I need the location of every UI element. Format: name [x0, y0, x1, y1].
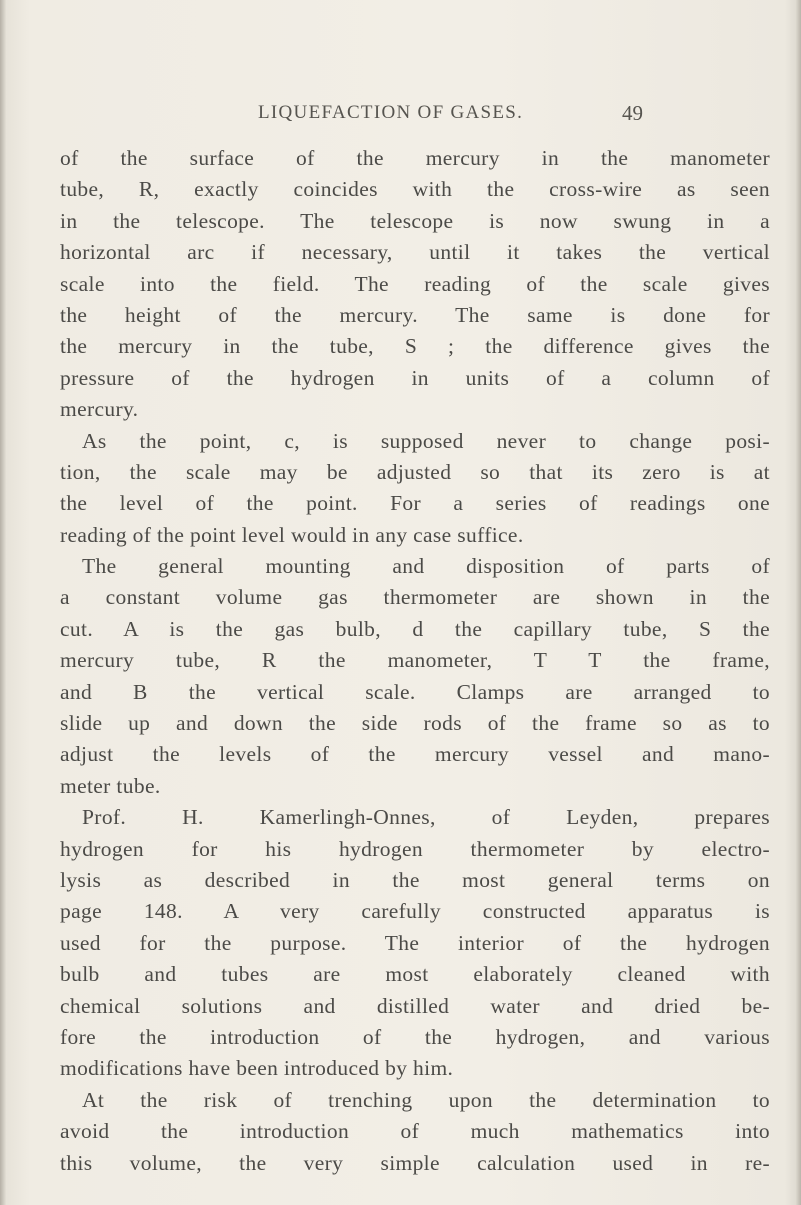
- paragraph-start-line: At the risk of trenching upon the determination to: [82, 1087, 770, 1112]
- text-line: the level of the point. For a series of readings one: [60, 491, 770, 516]
- text-line: fore the introduction of the hydrogen, and various: [60, 1024, 770, 1049]
- text-line: a constant volume gas thermometer are shown in the: [60, 585, 770, 610]
- text-line: and B the vertical scale. Clamps are arranged to: [60, 679, 770, 704]
- text-line: tube, R, exactly coincides with the cross-wire as seen: [60, 177, 770, 202]
- text-line: adjust the levels of the mercury vessel and mano-: [60, 742, 770, 767]
- text-line: avoid the introduction of much mathematics into: [60, 1119, 770, 1144]
- text-line: in the telescope. The telescope is now swung in a: [60, 208, 770, 233]
- text-line: of the surface of the mercury in the manometer: [60, 146, 770, 170]
- text-line: scale into the field. The reading of the scale gives: [60, 271, 770, 296]
- text-line: this volume, the very simple calculation used in re-: [60, 1150, 770, 1175]
- text-line: chemical solutions and distilled water and dried be-: [60, 993, 770, 1018]
- paragraph-start-line: Prof. H. Kamerlingh-Onnes, of Leyden, prepares: [82, 805, 770, 830]
- text-line: tion, the scale may be adjusted so that its zero is at: [60, 459, 770, 484]
- paragraph-start-line: The general mounting and disposition of parts of: [82, 554, 770, 579]
- paragraph-start-line: As the point, c, is supposed never to change posi-: [82, 428, 770, 453]
- text-line: meter tube.: [60, 773, 161, 798]
- text-line: lysis as described in the most general terms on: [60, 867, 770, 892]
- page-left-edge: [0, 0, 6, 1205]
- text-line: the mercury in the tube, S ; the difference gives the: [60, 334, 770, 359]
- text-line: the height of the mercury. The same is done for: [60, 302, 770, 327]
- text-line: horizontal arc if necessary, until it takes the vertical: [60, 240, 770, 265]
- text-line: page 148. A very carefully constructed apparatus is: [60, 899, 770, 924]
- page-header: [60, 102, 770, 132]
- text-line: reading of the point level would in any case suffice.: [60, 522, 524, 547]
- text-line: cut. A is the gas bulb, d the capillary tube, S the: [60, 616, 770, 641]
- text-line: pressure of the hydrogen in units of a column of: [60, 365, 770, 390]
- page-number: 49: [622, 101, 643, 125]
- text-line: modifications have been introduced by him.: [60, 1056, 454, 1081]
- text-line: mercury.: [60, 397, 139, 422]
- text-line: used for the purpose. The interior of the hydrogen: [60, 930, 770, 955]
- running-title: LIQUEFACTION OF GASES.: [258, 102, 524, 123]
- text-line: mercury tube, R the manometer, T T the frame,: [60, 648, 770, 673]
- text-line: slide up and down the side rods of the frame so as to: [60, 711, 770, 736]
- text-line: bulb and tubes are most elaborately cleaned with: [60, 962, 770, 987]
- page-right-edge: [795, 0, 801, 1205]
- text-line: hydrogen for his hydrogen thermometer by electro-: [60, 836, 770, 861]
- body-text: [60, 143, 770, 1179]
